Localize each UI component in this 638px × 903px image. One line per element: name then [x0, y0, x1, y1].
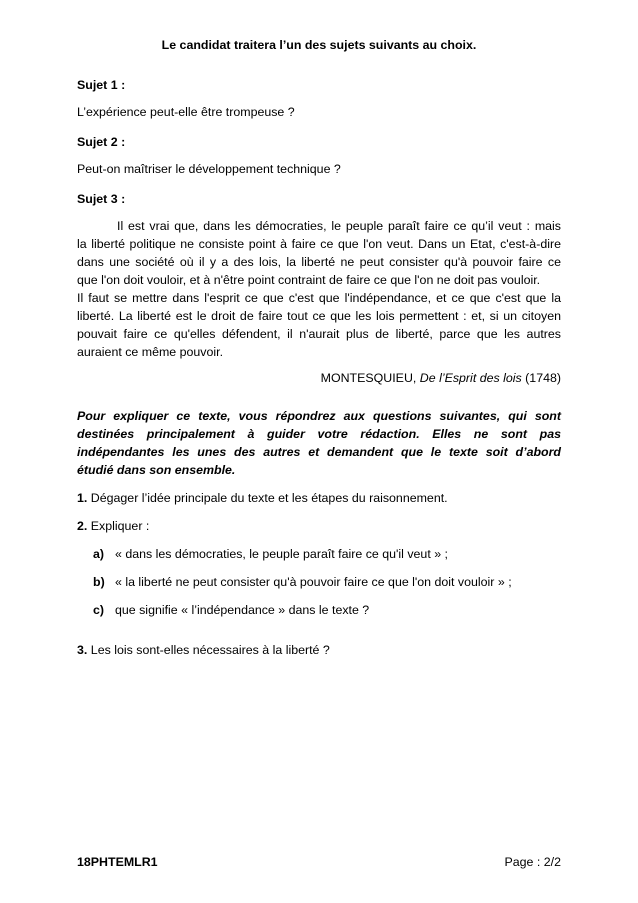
sujet1-question: L’expérience peut-elle être trompeuse ?: [77, 105, 295, 119]
instructions-line: Pour expliquer ce texte, vous répondrez aux questions suivantes, qui sont: [77, 409, 561, 423]
excerpt-line: pouvait faire ce qu'elles défendent, il n'aurait plus de liberté, parce que les autres: [77, 327, 561, 341]
question-2a: [93, 545, 561, 563]
question-text: Dégager l’idée principale du texte et les étapes du raisonnement.: [90, 491, 448, 505]
question-1: [77, 489, 561, 507]
excerpt-line: Il est vrai que, dans les démocraties, le peuple paraît faire ce qu’il veut : mais: [117, 219, 561, 233]
question-2c: [93, 601, 561, 619]
excerpt-line: liberté. La liberté est le droit de faire tout ce que les lois permettent : et, si un citoyen: [77, 309, 561, 323]
citation-author: MONTESQUIEU,: [320, 371, 417, 385]
question-number: 3.: [77, 643, 88, 657]
subquestion-letter: a): [93, 547, 105, 561]
page-footer: [77, 853, 561, 871]
page-number: Page : 2/2: [504, 855, 561, 869]
page-header: Le candidat traitera l’un des sujets suivants au choix.: [161, 38, 477, 52]
excerpt-line: la liberté politique ne consiste point à faire ce que l'on veut. Dans un Etat, c'est-à-dire: [77, 237, 561, 251]
citation-work: De l’Esprit des lois: [419, 371, 522, 385]
subquestion-text: que signifie « l’indépendance » dans le texte ?: [115, 603, 370, 617]
subquestion-letter: c): [93, 603, 105, 617]
citation-year: (1748): [525, 371, 561, 385]
sujet3-heading: Sujet 3 :: [77, 192, 126, 206]
text-excerpt: [77, 217, 561, 361]
question-2b: [93, 573, 561, 591]
question-3: [77, 641, 561, 659]
excerpt-line: que l'on doit vouloir, et à n'être point contraint de faire ce que l'on ne doit pas vouloir.: [77, 273, 541, 287]
question-number: 1.: [77, 491, 88, 505]
instructions-line: étudié dans son ensemble.: [77, 463, 236, 477]
subquestion-text: « dans les démocraties, le peuple paraît faire ce qu'il veut » ;: [115, 547, 448, 561]
citation: [77, 369, 561, 387]
question-text: Expliquer :: [90, 519, 150, 533]
question-text: Les lois sont-elles nécessaires à la liberté ?: [90, 643, 330, 657]
sujet1-heading: Sujet 1 :: [77, 78, 126, 92]
subquestion-text: « la liberté ne peut consister qu'à pouvoir faire ce que l'on doit vouloir » ;: [115, 575, 512, 589]
question-number: 2.: [77, 519, 88, 533]
instructions: [77, 407, 561, 479]
sujet2-question: Peut-on maîtriser le développement technique ?: [77, 162, 341, 176]
excerpt-line: Il faut se mettre dans l'esprit ce que c'est que l'indépendance, et ce que c'est que la: [77, 291, 561, 305]
page-content: [77, 36, 561, 669]
exam-code: 18PHTEMLR1: [77, 855, 158, 869]
subquestion-letter: b): [93, 575, 105, 589]
excerpt-line: auraient ce même pouvoir.: [77, 345, 224, 359]
instructions-line: indépendantes les unes des autres et demandent que le texte soit d’abord: [77, 445, 561, 459]
excerpt-line: dans une société où il y a des lois, la liberté ne peut consister qu'à pouvoir faire ce: [77, 255, 561, 269]
instructions-line: destinées principalement à guider votre rédaction. Elles ne sont pas: [77, 427, 561, 441]
question-2: [77, 517, 561, 535]
sujet2-heading: Sujet 2 :: [77, 135, 126, 149]
